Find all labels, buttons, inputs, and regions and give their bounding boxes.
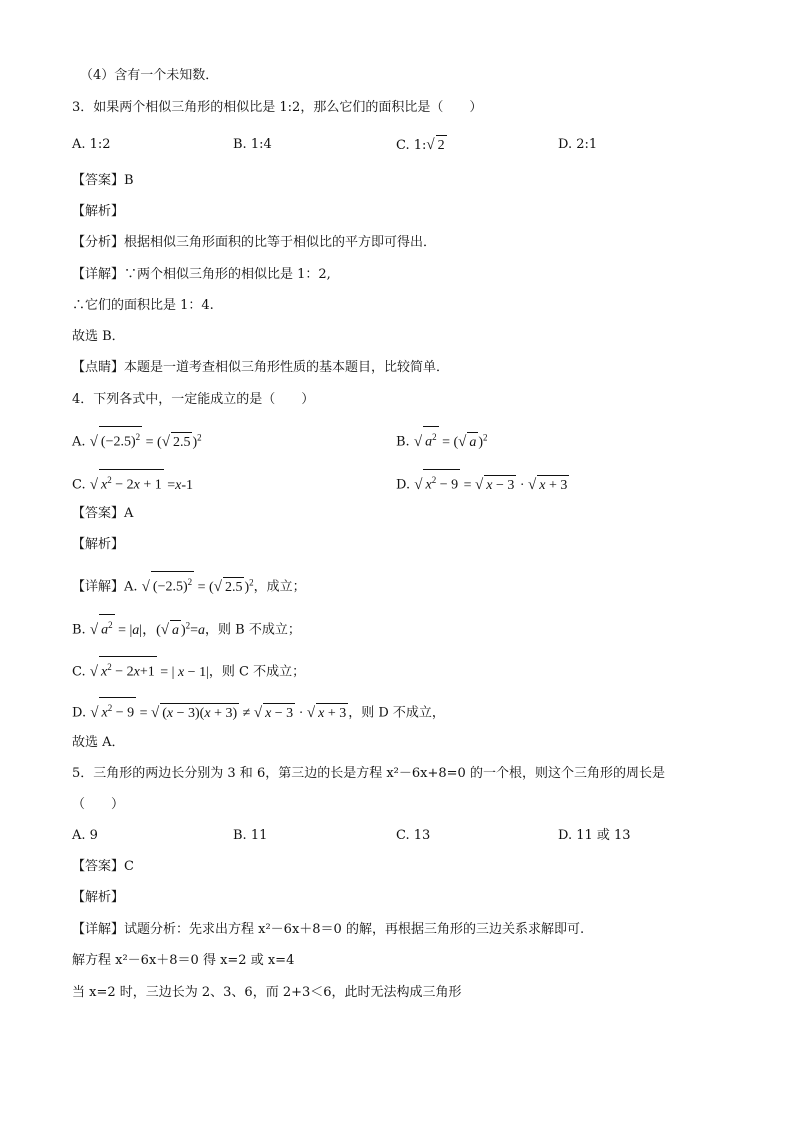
comment-3: 【点睛】本题是一道考查相似三角形性质的基本题目，比较简单． (72, 360, 450, 375)
question-4: 4．下列各式中，一定能成立的是（ ） (72, 392, 315, 407)
detail-4b-tail: ，则 B 不成立； (205, 622, 301, 638)
analysis-5: 【解析】 (72, 890, 125, 905)
detail-4c-formula: √ $x^2 - 2x+1$ = | x − 1| (90, 665, 209, 680)
q5-option-d: D. 11 或 13 (558, 828, 631, 843)
detail-4c-label: C. (72, 664, 86, 680)
q4-option-d-formula: √ $x^2 - 9$ = √ x − 3 · √ x + 3 (414, 478, 569, 493)
step-5a: 解方程 x²－6x＋8＝0 得 x=2 或 x=4 (72, 953, 295, 968)
step-5b: 当 x=2 时，三边长为 2、3、6，而 2+3＜6，此时无法构成三角形 (72, 985, 462, 1000)
question-5: 5．三角形的两边长分别为 3 和 6，第三边的长是方程 x²－6x+8=0 的一个根，则这个三角形的周长是 (72, 766, 665, 781)
detail-4a (72, 571, 306, 598)
q4-option-d-label: D. (396, 477, 411, 493)
detail-4b (72, 614, 301, 641)
q3-option-b: B. 1:4 (233, 137, 272, 152)
q5-option-a: A. 9 (72, 828, 98, 843)
q4-option-c-formula: √ $x^2 - 2x + 1 =x-1$ (90, 478, 193, 493)
q4-option-b-label: B. (396, 434, 410, 450)
q4-option-a-label: A. (72, 434, 86, 450)
step-4e: 故选 A． (72, 735, 125, 750)
answer-4: 【答案】A (72, 506, 134, 521)
detail-4b-formula: √ $a^2 = |a|$，(√ a )$^2$=a (90, 623, 205, 638)
detail-4b-label: B. (72, 622, 86, 638)
q4-option-b (396, 426, 488, 453)
detail-4a-tail: ，成立； (253, 579, 306, 595)
q4-option-c (72, 469, 193, 496)
detail-4d-formula: √ $x^2 - 9$ = √ (x − 3)(x + 3) ≠ √ x − 3 · √ x + 3 (90, 706, 348, 721)
step-3b: 故选 B． (72, 329, 125, 344)
question-3: 3．如果两个相似三角形的相似比是 1:2，那么它们的面积比是（ ） (72, 100, 483, 115)
detail-3: 【详解】∵两个相似三角形的相似比是 1：2, (72, 267, 331, 282)
detail-4d-label: D. (72, 705, 87, 721)
detail-5: 【详解】试题分析：先求出方程 x²－6x＋8＝0 的解，再根据三角形的三边关系求解即可. (72, 922, 585, 937)
q3-option-c-radicand: 2 (436, 135, 447, 156)
q4-option-a-formula: √ $(-2.5)^2$ = (√ 2.5 )$^2$ (90, 435, 202, 450)
analysis-3: 【解析】 (72, 204, 125, 219)
answer-5: 【答案】C (72, 859, 134, 874)
q3-option-a: A. 1:2 (72, 137, 111, 152)
answer-3: 【答案】B (72, 173, 134, 188)
detail-4a-label: 【详解】A. (72, 579, 138, 595)
q4-option-a (72, 426, 202, 453)
detail-4c-tail: ，则 C 不成立； (208, 664, 306, 680)
q4-option-b-formula: √ $a^2$ = (√ a )$^2$ (414, 435, 488, 450)
step-3a: ∴它们的面积比是 1：4. (72, 298, 214, 313)
q3-option-c-label: C. 1: (396, 138, 427, 153)
fenxi-3: 【分析】根据相似三角形面积的比等于相似比的平方即可得出． (72, 235, 437, 250)
condition-text: （4）含有一个未知数． (80, 68, 219, 83)
detail-4c (72, 656, 305, 683)
detail-4d (72, 697, 445, 724)
q3-option-c: C. 1:√ 2 (396, 135, 447, 156)
detail-4d-tail: ，则 D 不成立， (348, 705, 445, 721)
q4-option-c-label: C. (72, 477, 86, 493)
detail-4a-formula: √ $(-2.5)^2$ = (√ 2.5 )$^2$ (142, 580, 254, 595)
q3-option-d: D. 2:1 (558, 137, 598, 152)
q4-option-d (396, 469, 569, 496)
analysis-4: 【解析】 (72, 537, 125, 552)
question-5-paren: （ ） (72, 797, 125, 812)
q5-option-c: C. 13 (396, 828, 431, 843)
q5-option-b: B. 11 (233, 828, 268, 843)
